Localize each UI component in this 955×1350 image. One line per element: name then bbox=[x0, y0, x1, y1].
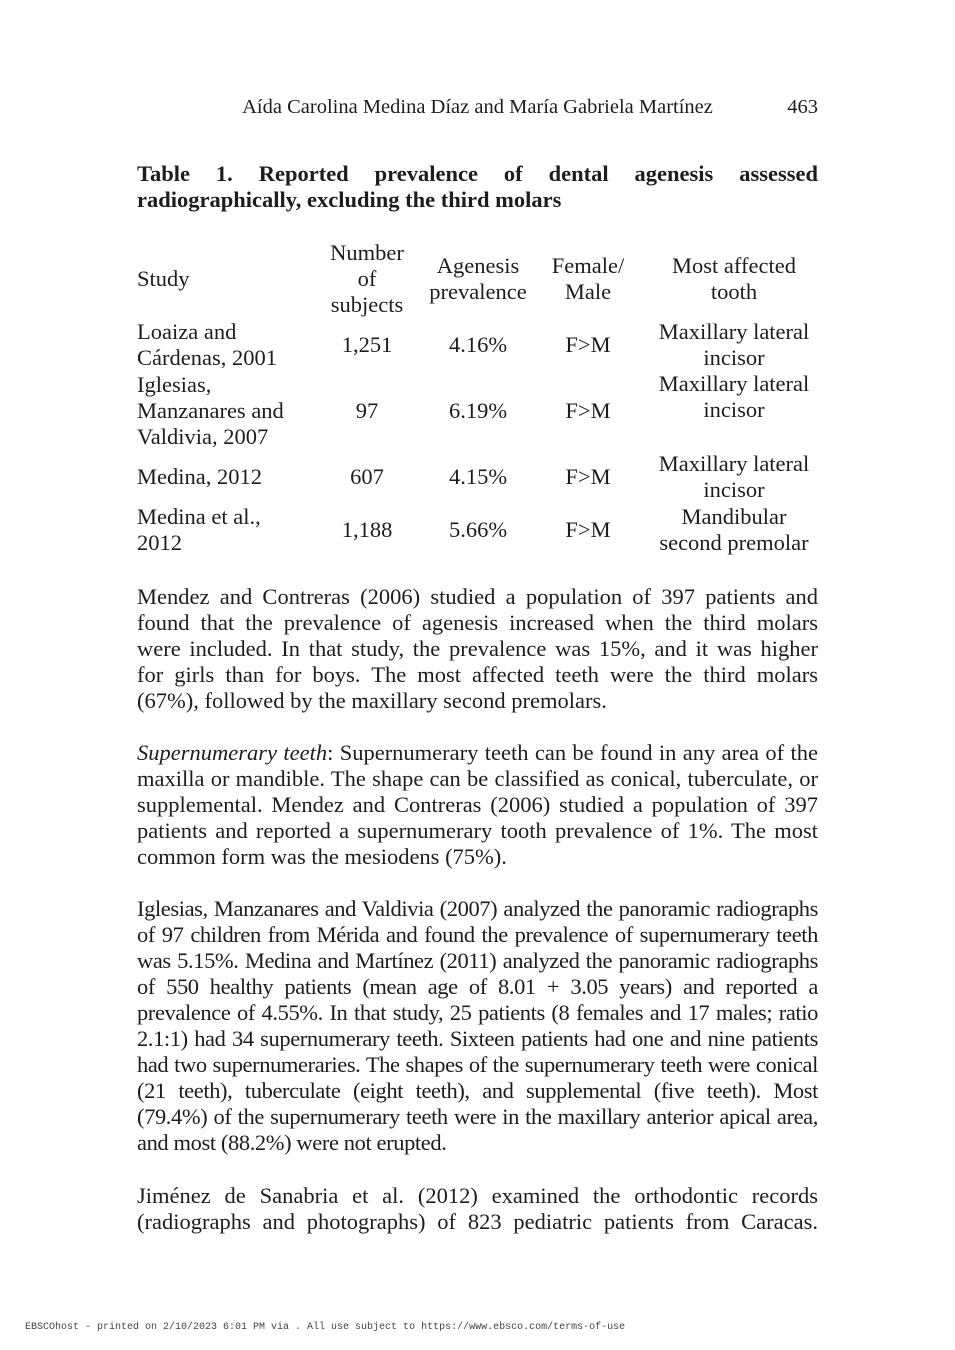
table-caption-line: radiographically, excluding the third molars bbox=[137, 187, 562, 212]
column-header-line: Study bbox=[137, 265, 190, 291]
paragraph-line: maxilla or mandible. The shape can be classified as conical, tuberculate, or bbox=[137, 766, 818, 791]
paragraph-line: Mendez and Contreras (2006) studied a population of 397 patients and bbox=[137, 584, 818, 609]
cell-subjects: 607 bbox=[350, 463, 384, 489]
cell-ratio: F>M bbox=[565, 397, 611, 423]
paragraph bbox=[137, 584, 818, 714]
cell-study bbox=[137, 450, 312, 503]
paragraph bbox=[137, 896, 818, 1156]
paragraph-line: Jiménez de Sanabria et al. (2012) examined the orthodontic records bbox=[137, 1183, 818, 1208]
paragraph-line: were included. In that study, the prevalence was 15%, and it was higher bbox=[137, 636, 818, 661]
cell-subjects: 97 bbox=[355, 397, 379, 423]
run-in-heading: Supernumerary teeth bbox=[137, 740, 328, 765]
column-header-line: Agenesis bbox=[436, 252, 520, 278]
cell-line: Manzanares and bbox=[137, 397, 284, 423]
cell-prevalence: 5.66% bbox=[448, 517, 508, 542]
paragraph bbox=[137, 1183, 818, 1235]
paragraph-line: Iglesias, Manzanares and Valdivia (2007) analyzed the panoramic radiographs bbox=[137, 896, 818, 921]
cell-line: incisor bbox=[703, 397, 765, 422]
paragraph-line: of 550 healthy patients (mean age of 8.01 + 3.05 years) and reported a bbox=[137, 974, 818, 999]
paragraph-line: supplemental. Mendez and Contreras (2006) studied a population of 397 bbox=[137, 792, 818, 817]
table-row bbox=[137, 450, 826, 503]
table-header-row bbox=[137, 239, 826, 318]
column-header-subjects bbox=[312, 239, 422, 318]
cell-line: Maxillary lateral bbox=[658, 450, 810, 476]
cell-line: 2012 bbox=[137, 530, 182, 555]
paragraph-line-text: : Supernumerary teeth can be found in any area of the bbox=[327, 740, 819, 765]
table-row bbox=[137, 503, 826, 557]
print-footer: EBSCOhost - printed on 2/10/2023 6:01 PM via . All use subject to https://www.ebsco.com/terms-of-use bbox=[25, 1322, 626, 1333]
cell-line: Mandibular bbox=[681, 504, 787, 529]
cell-ratio: F>M bbox=[565, 331, 611, 357]
cell-tooth bbox=[642, 450, 826, 503]
paragraph-line: for girls than for boys. The most affected teeth were the third molars bbox=[137, 662, 818, 687]
column-header-line: of bbox=[357, 265, 377, 291]
column-header-tooth bbox=[642, 239, 826, 318]
paragraph-line: prevalence of 4.55%. In that study, 25 patients (8 females and 17 males; ratio bbox=[137, 1000, 818, 1025]
cell-tooth bbox=[642, 371, 826, 450]
column-header-prevalence bbox=[422, 239, 534, 318]
cell-study bbox=[137, 503, 312, 557]
column-header-line: Female/ bbox=[551, 252, 625, 278]
running-header bbox=[137, 94, 818, 120]
paragraph-line: patients and reported a supernumerary tooth prevalence of 1%. The most bbox=[137, 818, 818, 843]
cell-line: Maxillary lateral bbox=[658, 318, 810, 344]
column-header-line: Male bbox=[564, 278, 612, 304]
column-header-line: Number bbox=[330, 239, 404, 265]
table-row bbox=[137, 318, 826, 371]
cell-prevalence: 6.19% bbox=[448, 397, 508, 423]
table-row bbox=[137, 371, 826, 450]
column-header-line: tooth bbox=[710, 278, 758, 304]
paragraph-line: (67%), followed by the maxillary second premolars. bbox=[137, 688, 607, 713]
cell-line: second premolar bbox=[659, 530, 809, 555]
cell-tooth bbox=[642, 503, 826, 557]
paragraph-line: (radiographs and photographs) of 823 pediatric patients from Caracas. bbox=[137, 1209, 818, 1234]
page-number: 463 bbox=[787, 96, 818, 118]
cell-prevalence: 4.15% bbox=[448, 463, 508, 489]
cell-line: incisor bbox=[703, 344, 765, 370]
cell-subjects: 1,251 bbox=[341, 331, 393, 357]
paragraph-line: and most (88.2%) were not erupted. bbox=[137, 1130, 447, 1155]
column-header-line: Most affected bbox=[672, 252, 796, 278]
cell-line: incisor bbox=[703, 476, 765, 502]
column-header-ratio bbox=[534, 239, 642, 318]
table-caption-line: Table 1. Reported prevalence of dental agenesis assessed bbox=[137, 161, 818, 186]
running-header-authors: Aída Carolina Medina Díaz and María Gabriela Martínez bbox=[242, 96, 713, 118]
cell-line: Medina et al., bbox=[137, 504, 261, 529]
paragraph-line: found that the prevalence of agenesis increased when the third molars bbox=[137, 610, 818, 635]
cell-tooth bbox=[642, 318, 826, 371]
column-header-line: subjects bbox=[330, 291, 404, 317]
cell-line: Cárdenas, 2001 bbox=[137, 344, 277, 370]
cell-study bbox=[137, 371, 312, 450]
cell-line: Valdivia, 2007 bbox=[137, 423, 269, 449]
paragraph-line: common form was the mesiodens (75%). bbox=[137, 844, 507, 869]
cell-ratio: F>M bbox=[565, 517, 611, 542]
paragraph-line bbox=[137, 740, 818, 766]
cell-study bbox=[137, 318, 312, 371]
table-caption bbox=[137, 161, 818, 213]
paragraph-line: 2.1:1) had 34 supernumerary teeth. Sixteen patients had one and nine patients bbox=[137, 1026, 818, 1051]
cell-subjects: 1,188 bbox=[341, 517, 393, 542]
cell-line: Medina, 2012 bbox=[137, 463, 262, 489]
cell-line: Maxillary lateral bbox=[658, 371, 810, 396]
cell-prevalence: 4.16% bbox=[448, 331, 508, 357]
cell-ratio: F>M bbox=[565, 463, 611, 489]
column-header-study bbox=[137, 239, 312, 318]
paragraph-line: (21 teeth), tuberculate (eight teeth), and supplemental (five teeth). Most bbox=[137, 1078, 818, 1103]
paragraph-line: had two supernumeraries. The shapes of the supernumerary teeth were conical bbox=[137, 1052, 818, 1077]
column-header-line: prevalence bbox=[429, 278, 527, 304]
paragraph-line: of 97 children from Mérida and found the prevalence of supernumerary teeth bbox=[137, 922, 818, 947]
prevalence-table bbox=[137, 239, 826, 557]
paragraph bbox=[137, 740, 818, 870]
cell-line: Iglesias, bbox=[137, 371, 212, 397]
paragraph-line: (79.4%) of the supernumerary teeth were in the maxillary anterior apical area, bbox=[137, 1104, 818, 1129]
paragraph-line: was 5.15%. Medina and Martínez (2011) analyzed the panoramic radiographs bbox=[137, 948, 818, 973]
cell-line: Loaiza and bbox=[137, 318, 237, 344]
